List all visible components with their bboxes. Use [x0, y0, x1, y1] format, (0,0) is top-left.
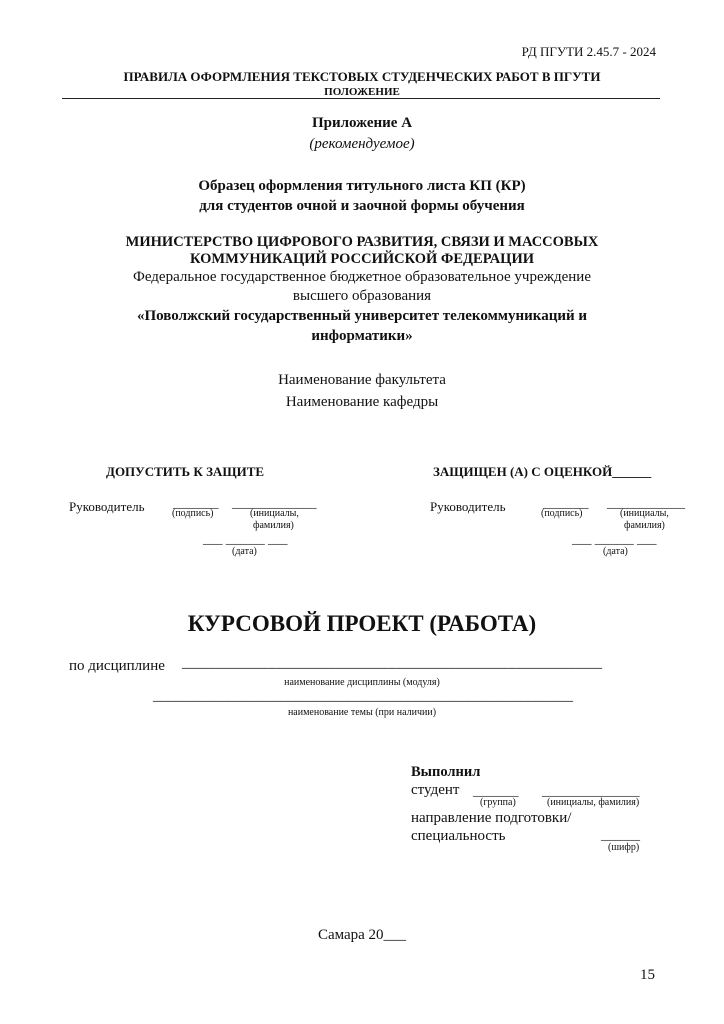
- faculty-name: Наименование факультета: [278, 372, 446, 388]
- admit-initials-caption2: фамилия): [253, 520, 294, 531]
- student-label: студент: [411, 782, 460, 798]
- city-year: Самара 20___: [317, 927, 407, 943]
- page-number: 15: [640, 967, 655, 983]
- discipline-caption: наименование дисциплины (модуля): [284, 677, 440, 688]
- defended-date-caption: (дата): [603, 546, 628, 557]
- direction-line2: специальность: [411, 828, 506, 844]
- topic-line: ________________________________________________________: [153, 688, 573, 704]
- defended-initials-caption2: фамилия): [624, 520, 665, 531]
- sample-title-line2: для студентов очной и заочной формы обучения: [199, 198, 525, 214]
- document-code: РД ПГУТИ 2.45.7 - 2024: [521, 44, 656, 59]
- main-title: КУРСОВОЙ ПРОЕКТ (РАБОТА): [187, 611, 537, 636]
- completed-heading: Выполнил: [411, 764, 481, 780]
- institution-line2: высшего образования: [292, 288, 432, 304]
- defended-initials-caption1: (инициалы,: [620, 508, 669, 519]
- code-line: ______: [601, 827, 640, 842]
- defended-supervisor-label: Руководитель: [430, 499, 506, 514]
- defended-date-line: ___ ______ ___: [572, 531, 657, 546]
- appendix-title: Приложение А: [311, 115, 413, 131]
- student-name-caption: (инициалы, фамилия): [547, 797, 640, 808]
- ministry-line1: МИНИСТЕРСТВО ЦИФРОВОГО РАЗВИТИЯ, СВЯЗИ И МАССОВЫХ: [125, 234, 599, 250]
- defended-sign-caption: (подпись): [541, 508, 583, 519]
- admit-heading: ДОПУСТИТЬ К ЗАЩИТЕ: [106, 464, 265, 479]
- university-line1: «Поволжский государственный университет телекоммуникаций и: [136, 308, 588, 324]
- defended-sign-line: _______: [543, 495, 589, 510]
- discipline-label: по дисциплине: [69, 658, 165, 674]
- department-name: Наименование кафедры: [285, 394, 439, 410]
- sample-title-line1: Образец оформления титульного листа КП (КР): [198, 178, 526, 194]
- admit-date-line: ___ ______ ___: [203, 531, 288, 546]
- appendix-note: (рекомендуемое): [309, 136, 415, 152]
- document-header-subtitle: ПОЛОЖЕНИЕ: [324, 86, 400, 98]
- discipline-line: ________________________________________________________: [182, 655, 602, 671]
- admit-sign-line: _______: [173, 495, 219, 510]
- admit-initials-caption1: (инициалы,: [250, 508, 299, 519]
- ministry-line2: КОММУНИКАЦИЙ РОССИЙСКОЙ ФЕДЕРАЦИИ: [189, 251, 535, 267]
- document-header-title: ПРАВИЛА ОФОРМЛЕНИЯ ТЕКСТОВЫХ СТУДЕНЧЕСКИХ РАБОТ В ПГУТИ: [123, 69, 601, 84]
- group-caption: (группа): [480, 797, 516, 808]
- student-name-line: _______________: [542, 783, 640, 798]
- admit-initials-line: _____________: [232, 495, 317, 510]
- admit-supervisor-label: Руководитель: [69, 499, 145, 514]
- direction-line1: направление подготовки/: [411, 810, 572, 826]
- university-line2: информатики»: [311, 328, 413, 344]
- institution-line1: Федеральное государственное бюджетное образовательное учреждение: [132, 269, 591, 285]
- admit-sign-caption: (подпись): [172, 508, 214, 519]
- defended-initials-line: ____________: [607, 495, 685, 510]
- header-divider: [62, 98, 660, 99]
- code-caption: (шифр): [608, 842, 640, 853]
- group-line: _______: [473, 783, 519, 798]
- defended-heading: ЗАЩИЩЕН (А) С ОЦЕНКОЙ______: [433, 464, 652, 479]
- admit-date-caption: (дата): [232, 546, 257, 557]
- topic-caption: наименование темы (при наличии): [287, 707, 437, 718]
